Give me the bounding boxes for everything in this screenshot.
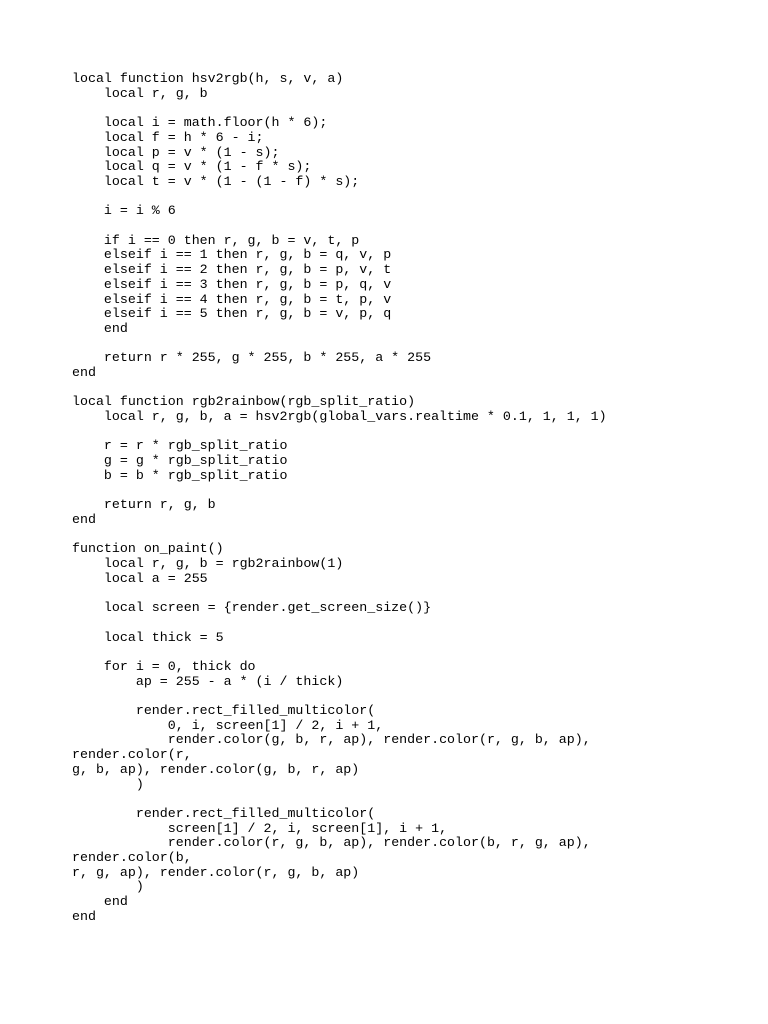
code-line	[72, 219, 712, 234]
code-line: end	[72, 511, 96, 527]
code-line: render.rect_filled_multicolor(	[72, 805, 376, 821]
code-line	[72, 586, 712, 601]
code-line: )	[72, 879, 144, 895]
code-line: end	[72, 320, 128, 336]
code-line: g = g * rgb_split_ratio	[72, 453, 288, 469]
code-line: for i = 0, thick do	[72, 658, 256, 674]
code-line: end	[72, 908, 96, 924]
code-line	[72, 645, 712, 660]
code-line: r, g, ap), render.color(r, g, b, ap)	[72, 864, 360, 880]
code-line: local function hsv2rgb(h, s, v, a)	[72, 71, 344, 86]
code-line: local p = v * (1 - s);	[72, 144, 280, 160]
code-line	[72, 337, 712, 352]
code-line: r = r * rgb_split_ratio	[72, 438, 288, 454]
code-line: local r, g, b	[72, 85, 208, 101]
code-line: local r, g, b, a = hsv2rgb(global_vars.realtime * 0.1, 1, 1, 1)	[72, 409, 607, 425]
code-line: local t = v * (1 - (1 - f) * s);	[72, 173, 360, 189]
code-line: local screen = {render.get_screen_size()}	[72, 600, 432, 616]
code-line: render.color(r, g, b, ap), render.color(b, r, g, ap), render.color(b,	[72, 835, 599, 866]
code-line	[72, 616, 712, 631]
code-line	[72, 101, 712, 116]
code-line: render.rect_filled_multicolor(	[72, 703, 376, 719]
code-line: function on_paint()	[72, 541, 224, 557]
code-line	[72, 528, 712, 543]
code-line	[72, 381, 712, 396]
code-line: local f = h * 6 - i;	[72, 129, 264, 145]
code-line: elseif i == 3 then r, g, b = p, q, v	[72, 276, 392, 292]
code-line: local r, g, b = rgb2rainbow(1)	[72, 556, 344, 572]
code-line: screen[1] / 2, i, screen[1], i + 1,	[72, 820, 448, 836]
code-line: local thick = 5	[72, 629, 224, 645]
code-line: render.color(g, b, r, ap), render.color(r, g, b, ap), render.color(r,	[72, 732, 599, 763]
code-line: return r * 255, g * 255, b * 255, a * 255	[72, 350, 432, 366]
code-listing	[72, 72, 712, 925]
code-line: elseif i == 1 then r, g, b = q, v, p	[72, 247, 392, 263]
code-line: g, b, ap), render.color(g, b, r, ap)	[72, 761, 360, 777]
code-line: local i = math.floor(h * 6);	[72, 115, 328, 131]
code-line: return r, g, b	[72, 497, 216, 513]
code-line: elseif i == 5 then r, g, b = v, p, q	[72, 306, 392, 322]
code-line: if i == 0 then r, g, b = v, t, p	[72, 232, 360, 248]
code-line: )	[72, 776, 144, 792]
code-line	[72, 689, 712, 704]
code-line: local q = v * (1 - f * s);	[72, 159, 312, 175]
code-line: ap = 255 - a * (i / thick)	[72, 673, 344, 689]
code-line: local a = 255	[72, 570, 208, 586]
code-line: end	[72, 365, 96, 380]
code-line: end	[72, 894, 128, 910]
code-line	[72, 484, 712, 499]
code-line: elseif i == 2 then r, g, b = p, v, t	[72, 262, 392, 278]
code-line	[72, 792, 712, 807]
code-line: 0, i, screen[1] / 2, i + 1,	[72, 717, 384, 733]
code-line: i = i % 6	[72, 203, 176, 219]
code-line	[72, 425, 712, 440]
code-line: elseif i == 4 then r, g, b = t, p, v	[72, 291, 392, 307]
code-line	[72, 190, 712, 205]
code-line: b = b * rgb_split_ratio	[72, 467, 288, 483]
code-line: local function rgb2rainbow(rgb_split_ratio)	[72, 394, 416, 410]
